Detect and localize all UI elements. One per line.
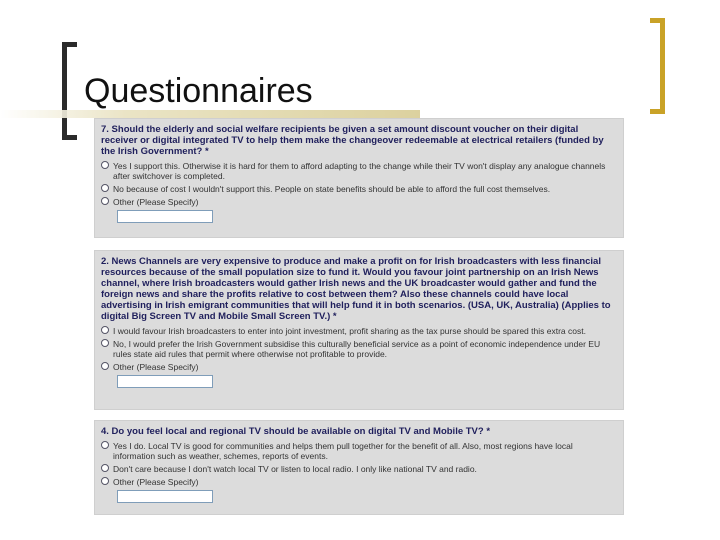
other-specify-input[interactable] (117, 490, 213, 503)
question-panel-7 (94, 118, 624, 238)
option-not-support[interactable] (95, 183, 623, 196)
option-other[interactable] (95, 196, 623, 209)
radio-button[interactable] (101, 441, 109, 449)
option-other[interactable] (95, 361, 623, 374)
option-support[interactable] (95, 160, 623, 183)
question-panel-2 (94, 250, 624, 410)
option-label: Other (Please Specify) (113, 362, 199, 372)
radio-button[interactable] (101, 197, 109, 205)
option-government-subsidy[interactable] (95, 338, 623, 361)
option-label: No because of cost I wouldn't support this. People on state benefits should be able to afford the full cost themselves. (113, 184, 551, 194)
radio-button[interactable] (101, 464, 109, 472)
option-label: I would favour Irish broadcasters to enter into joint investment, profit sharing as the tax purse should be spared this extra cost. (113, 326, 586, 336)
title-underline (0, 110, 420, 118)
option-label: Don't care because I don't watch local TV or listen to local radio. I only like national TV and radio. (113, 464, 477, 474)
left-bracket-decoration (62, 42, 77, 140)
option-joint-investment[interactable] (95, 325, 623, 338)
radio-button[interactable] (101, 326, 109, 334)
radio-button[interactable] (101, 161, 109, 169)
radio-button[interactable] (101, 477, 109, 485)
question-text: 4. Do you feel local and regional TV should be available on digital TV and Mobile TV? * (101, 426, 491, 437)
radio-button[interactable] (101, 184, 109, 192)
slide-title: Questionnaires (84, 72, 313, 110)
option-yes[interactable] (95, 440, 623, 463)
option-label: Yes I do. Local TV is good for communities and helps them pull together for the benefit of all. Also, most regions have local information such as weather, schemes, reports of events. (113, 441, 573, 461)
other-specify-input[interactable] (117, 210, 213, 223)
option-label: No, I would prefer the Irish Government subsidise this culturally beneficial service as a point of economic independence under EU rules state aid rules that permit where otherwise not profitable to provide. (113, 339, 601, 359)
question-text: 7. Should the elderly and social welfare recipients be given a set amount discount voucher on their digital receiver or digital integrated TV to help them make the changeover redeemable at electrical retailers (funded by the Irish Government? * (101, 124, 604, 157)
question-panel-4 (94, 420, 624, 515)
other-specify-input[interactable] (117, 375, 213, 388)
radio-button[interactable] (101, 339, 109, 347)
option-other[interactable] (95, 476, 623, 489)
radio-button[interactable] (101, 362, 109, 370)
option-label: Other (Please Specify) (113, 197, 199, 207)
question-text: 2. News Channels are very expensive to produce and make a profit on for Irish broadcasters with less financial resources because of the small population size to fund it. Would you favour joint partnership on an Irish News channel, where Irish broadcasters would gather Irish news and the UK broadcaster would gather and fund the foreign news and share the profits relative to cost between them? Also these channels could have local advertising in Irish emigrant communities that will help fund it in both scenarios. (USA, UK, Australia) (Applies to digital Big Screen TV and Mobile Small Screen TV.) * (101, 256, 611, 322)
option-label: Yes I support this. Otherwise it is hard for them to afford adapting to the change while their TV won't display any analogue channels after switchover is completed. (113, 161, 606, 181)
option-label: Other (Please Specify) (113, 477, 199, 487)
right-bracket-decoration (650, 18, 665, 114)
option-dont-care[interactable] (95, 463, 623, 476)
